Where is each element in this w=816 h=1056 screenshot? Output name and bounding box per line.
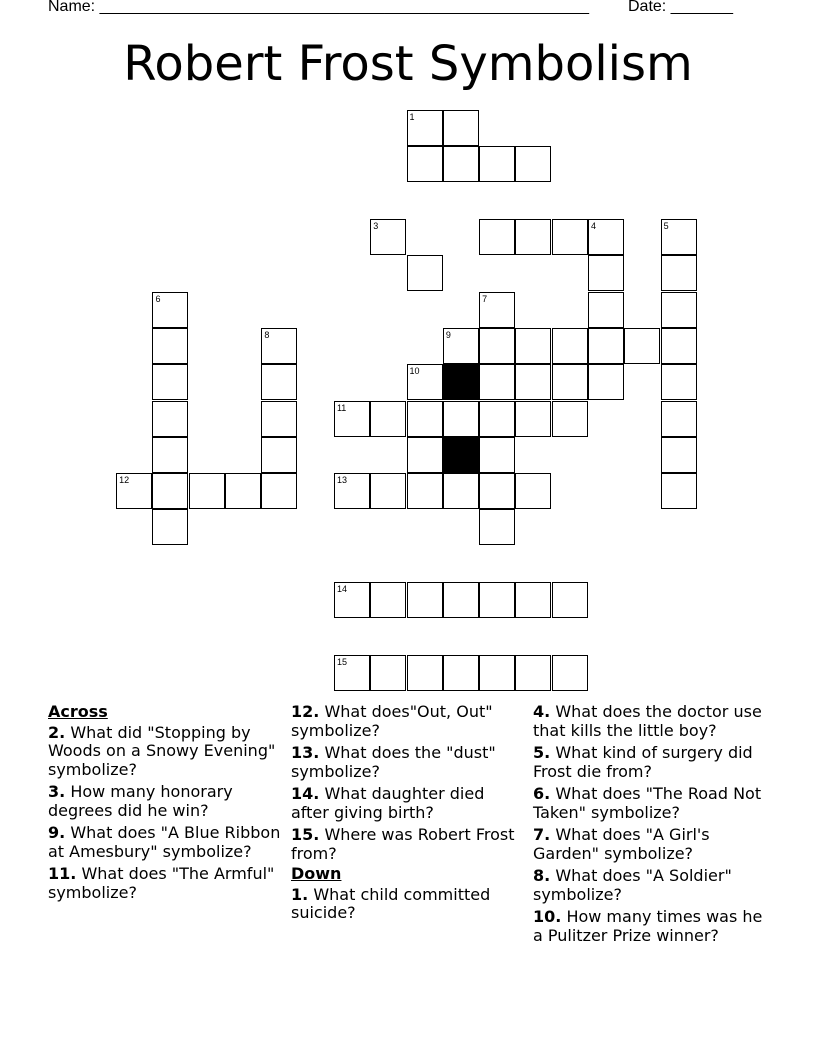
clue-across-15: 15. Where was Robert Frost from? xyxy=(291,825,515,863)
grid-cell[interactable] xyxy=(370,655,406,691)
grid-cell[interactable] xyxy=(443,582,479,618)
grid-cell[interactable] xyxy=(552,219,588,255)
grid-cell[interactable] xyxy=(552,655,588,691)
grid-cell[interactable] xyxy=(661,364,697,400)
clue-across-12: 12. What does"Out, Out" symbolize? xyxy=(291,702,493,740)
clue-number: 5 xyxy=(663,221,669,232)
clue-number: 10 xyxy=(409,366,420,377)
grid-cell[interactable] xyxy=(370,582,406,618)
clue-down-6: 6. What does "The Road Not Taken" symbolize? xyxy=(533,784,762,822)
name-field-label[interactable]: Name: _______________________________________________________ xyxy=(48,0,589,15)
grid-cell-8[interactable] xyxy=(261,328,297,364)
grid-cell[interactable] xyxy=(443,146,479,182)
clue-number: 4 xyxy=(591,221,597,232)
grid-cell-10[interactable] xyxy=(407,364,443,400)
clue-number: 12 xyxy=(119,475,130,486)
grid-cell[interactable] xyxy=(588,364,624,400)
grid-cell[interactable] xyxy=(515,328,551,364)
grid-cell[interactable] xyxy=(407,255,443,291)
grid-cell-5[interactable] xyxy=(661,219,697,255)
grid-cell-11[interactable] xyxy=(334,401,370,437)
clue-across-14: 14. What daughter died after giving birth? xyxy=(291,784,485,822)
clues-column-3 xyxy=(533,703,769,949)
grid-cell[interactable] xyxy=(261,401,297,437)
clue-down-8: 8. What does "A Soldier" symbolize? xyxy=(533,866,732,904)
grid-cell[interactable] xyxy=(588,328,624,364)
clue-across-9: 9. What does "A Blue Ribbon at Amesbury" symbolize? xyxy=(48,823,281,861)
clue-down-10: 10. How many times was he a Pulitzer Prize winner? xyxy=(533,907,763,945)
grid-cell[interactable] xyxy=(479,655,515,691)
grid-cell[interactable] xyxy=(588,255,624,291)
down-heading: Down xyxy=(291,864,342,883)
grid-cell[interactable] xyxy=(152,328,188,364)
grid-cell[interactable] xyxy=(370,473,406,509)
grid-cell[interactable] xyxy=(443,655,479,691)
clue-across-3: 3. How many honorary degrees did he win? xyxy=(48,782,233,820)
grid-cell[interactable] xyxy=(152,364,188,400)
grid-cell[interactable] xyxy=(552,364,588,400)
grid-cell[interactable] xyxy=(479,437,515,473)
grid-cell[interactable] xyxy=(261,473,297,509)
grid-cell[interactable] xyxy=(407,473,443,509)
clue-number: 11 xyxy=(336,402,347,413)
clue-down-7: 7. What does "A Girl's Garden" symbolize? xyxy=(533,825,710,863)
grid-cell[interactable] xyxy=(661,328,697,364)
across-heading: Across xyxy=(48,702,108,721)
clue-number: 1 xyxy=(409,112,415,123)
grid-cell[interactable] xyxy=(407,655,443,691)
clues-column-1 xyxy=(48,703,284,906)
grid-cell[interactable] xyxy=(552,328,588,364)
grid-cell[interactable] xyxy=(552,401,588,437)
grid-cell[interactable] xyxy=(588,292,624,328)
grid-cell[interactable] xyxy=(443,473,479,509)
grid-cell[interactable] xyxy=(661,255,697,291)
date-field-label[interactable]: Date: _______ xyxy=(628,0,733,15)
grid-cell[interactable] xyxy=(261,364,297,400)
grid-cell-7[interactable] xyxy=(479,292,515,328)
grid-cell[interactable] xyxy=(225,473,261,509)
grid-cell[interactable] xyxy=(479,401,515,437)
grid-cell[interactable] xyxy=(407,437,443,473)
grid-cell-4[interactable] xyxy=(588,219,624,255)
grid-cell[interactable] xyxy=(407,582,443,618)
clue-number: 9 xyxy=(445,329,451,340)
grid-cell[interactable] xyxy=(479,328,515,364)
grid-cell[interactable] xyxy=(552,582,588,618)
grid-cell[interactable] xyxy=(624,328,660,364)
clue-across-11: 11. What does "The Armful" symbolize? xyxy=(48,864,275,902)
grid-block xyxy=(443,364,479,400)
grid-cell-9[interactable] xyxy=(443,328,479,364)
grid-cell[interactable] xyxy=(515,219,551,255)
clue-number: 13 xyxy=(336,475,347,486)
grid-cell[interactable] xyxy=(443,110,479,146)
grid-cell-6[interactable] xyxy=(152,292,188,328)
grid-cell[interactable] xyxy=(661,437,697,473)
clue-across-2: 2. What did "Stopping by Woods on a Snowy Evening" symbolize? xyxy=(48,722,276,779)
clue-number: 15 xyxy=(336,656,347,667)
grid-cell[interactable] xyxy=(152,509,188,545)
grid-cell[interactable] xyxy=(152,473,188,509)
clue-number: 14 xyxy=(336,584,347,595)
grid-cell[interactable] xyxy=(407,146,443,182)
grid-cell[interactable] xyxy=(189,473,225,509)
grid-cell[interactable] xyxy=(515,655,551,691)
grid-cell[interactable] xyxy=(479,364,515,400)
grid-cell[interactable] xyxy=(479,146,515,182)
clue-number: 7 xyxy=(482,293,488,304)
grid-cell[interactable] xyxy=(479,473,515,509)
grid-cell[interactable] xyxy=(661,473,697,509)
grid-cell[interactable] xyxy=(443,401,479,437)
clue-number: 8 xyxy=(264,329,270,340)
grid-cell[interactable] xyxy=(515,582,551,618)
grid-cell[interactable] xyxy=(515,146,551,182)
grid-cell[interactable] xyxy=(515,364,551,400)
clue-number: 3 xyxy=(373,221,379,232)
grid-cell[interactable] xyxy=(152,437,188,473)
grid-cell-1[interactable] xyxy=(407,110,443,146)
grid-cell[interactable] xyxy=(261,437,297,473)
puzzle-title: Robert Frost Symbolism xyxy=(123,36,693,92)
clue-across-13: 13. What does the "dust" symbolize? xyxy=(291,743,496,781)
grid-cell[interactable] xyxy=(661,401,697,437)
grid-cell[interactable] xyxy=(661,292,697,328)
grid-cell[interactable] xyxy=(515,473,551,509)
grid-cell[interactable] xyxy=(479,219,515,255)
grid-block xyxy=(443,437,479,473)
grid-cell[interactable] xyxy=(152,401,188,437)
clue-down-1: 1. What child committed suicide? xyxy=(291,884,491,922)
grid-cell[interactable] xyxy=(407,401,443,437)
clue-down-4: 4. What does the doctor use that kills the little boy? xyxy=(533,702,762,740)
clues-column-2 xyxy=(291,703,527,927)
grid-cell[interactable] xyxy=(479,582,515,618)
grid-cell[interactable] xyxy=(479,509,515,545)
grid-cell-13[interactable] xyxy=(334,473,370,509)
clue-down-5: 5. What kind of surgery did Frost die from? xyxy=(533,743,753,781)
grid-cell-12[interactable] xyxy=(116,473,152,509)
grid-cell-3[interactable] xyxy=(370,219,406,255)
grid-cell[interactable] xyxy=(515,401,551,437)
grid-cell-15[interactable] xyxy=(334,655,370,691)
clue-number: 6 xyxy=(155,293,161,304)
grid-cell-14[interactable] xyxy=(334,582,370,618)
grid-cell[interactable] xyxy=(370,401,406,437)
